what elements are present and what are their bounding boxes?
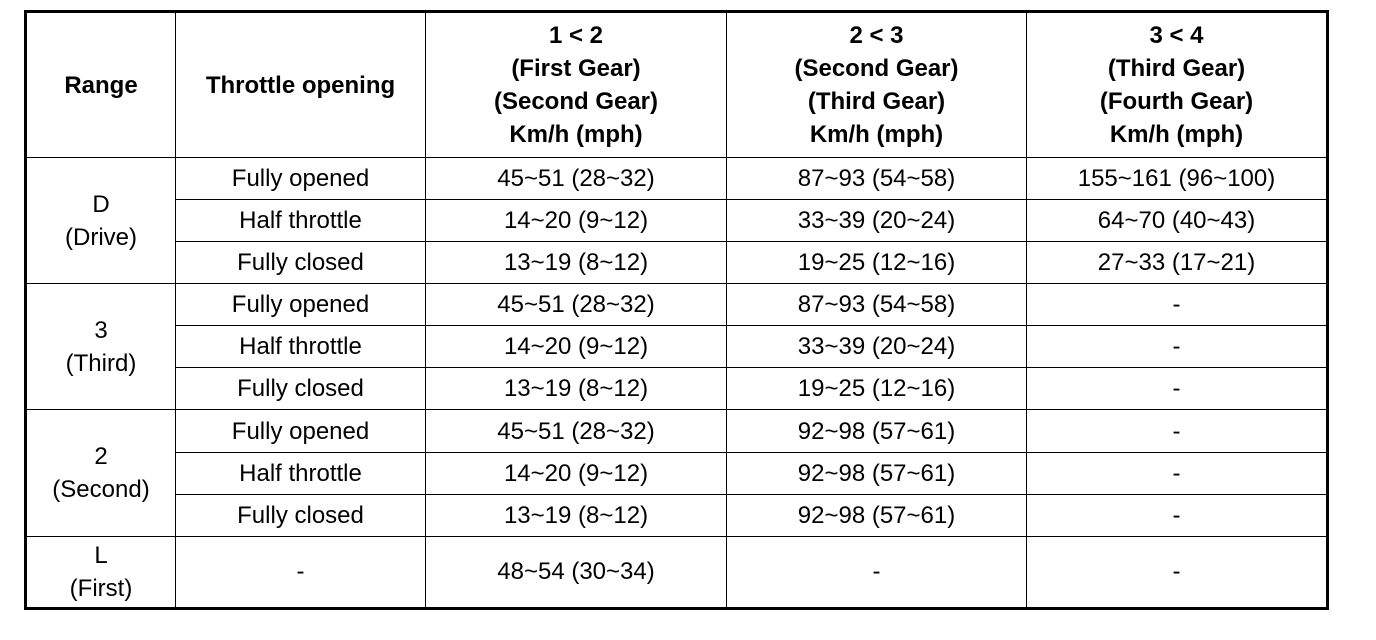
range-name: (Second) <box>52 476 150 504</box>
header-shift-1-2-line: Km/h (mph) <box>509 121 643 148</box>
header-shift-1-2-line: (Second Gear) <box>493 88 659 115</box>
table-row <box>26 368 1328 410</box>
shift-2-3-cell: 19~25 (12~16) <box>727 242 1027 284</box>
shift-2-3-cell: 87~93 (54~58) <box>727 158 1027 200</box>
throttle-cell: Fully closed <box>176 494 426 536</box>
header-range: Range <box>26 12 176 158</box>
range-name: (First) <box>69 574 133 602</box>
range-name: (Drive) <box>65 223 137 251</box>
throttle-cell: Fully opened <box>176 158 426 200</box>
range-code: 3 <box>94 316 108 344</box>
shift-2-3-cell: 33~39 (20~24) <box>727 200 1027 242</box>
table-row <box>26 410 1328 452</box>
shift-1-2-cell: 13~19 (8~12) <box>426 368 727 410</box>
shift-3-4-cell: - <box>1027 494 1328 536</box>
table-row <box>26 284 1328 326</box>
throttle-cell: Fully opened <box>176 284 426 326</box>
table-row <box>26 452 1328 494</box>
header-row <box>26 12 1328 158</box>
shift-speed-table <box>24 10 1329 610</box>
header-shift-3-4-line: (Fourth Gear) <box>1099 88 1254 115</box>
shift-3-4-cell: - <box>1027 536 1328 608</box>
shift-2-3-cell: 92~98 (57~61) <box>727 452 1027 494</box>
range-cell-drive <box>26 158 176 284</box>
table-row <box>26 200 1328 242</box>
throttle-cell: Half throttle <box>176 452 426 494</box>
throttle-cell: Fully closed <box>176 242 426 284</box>
shift-1-2-cell: 48~54 (30~34) <box>426 536 727 608</box>
table-row <box>26 158 1328 200</box>
header-shift-3-4 <box>1027 12 1328 158</box>
range-cell-third <box>26 284 176 410</box>
shift-2-3-cell: 33~39 (20~24) <box>727 326 1027 368</box>
shift-1-2-cell: 14~20 (9~12) <box>426 452 727 494</box>
shift-2-3-cell: 87~93 (54~58) <box>727 284 1027 326</box>
shift-3-4-cell: 64~70 (40~43) <box>1027 200 1328 242</box>
header-shift-2-3-line: (Second Gear) <box>794 55 959 82</box>
shift-2-3-cell: 92~98 (57~61) <box>727 494 1027 536</box>
shift-3-4-cell: 27~33 (17~21) <box>1027 242 1328 284</box>
table-row <box>26 326 1328 368</box>
range-code: 2 <box>94 443 108 471</box>
shift-3-4-cell: - <box>1027 410 1328 452</box>
throttle-cell: - <box>176 536 426 608</box>
throttle-cell: Fully closed <box>176 368 426 410</box>
throttle-cell: Half throttle <box>176 200 426 242</box>
header-shift-2-3-line: 2 < 3 <box>849 22 904 49</box>
header-shift-1-2-line: 1 < 2 <box>548 22 604 49</box>
shift-1-2-cell: 45~51 (28~32) <box>426 284 727 326</box>
header-shift-2-3-line: (Third Gear) <box>807 88 946 115</box>
table-row <box>26 494 1328 536</box>
shift-1-2-cell: 45~51 (28~32) <box>426 158 727 200</box>
throttle-cell: Half throttle <box>176 326 426 368</box>
range-cell-first <box>26 536 176 608</box>
header-shift-1-2 <box>426 12 727 158</box>
header-shift-2-3-line: Km/h (mph) <box>809 121 944 148</box>
header-throttle-opening: Throttle opening <box>176 12 426 158</box>
shift-3-4-cell: - <box>1027 452 1328 494</box>
table-row <box>26 242 1328 284</box>
throttle-cell: Fully opened <box>176 410 426 452</box>
header-shift-3-4-line: 3 < 4 <box>1149 22 1204 49</box>
shift-1-2-cell: 14~20 (9~12) <box>426 200 727 242</box>
shift-2-3-cell: 92~98 (57~61) <box>727 410 1027 452</box>
shift-3-4-cell: - <box>1027 368 1328 410</box>
shift-2-3-cell: 19~25 (12~16) <box>727 368 1027 410</box>
header-shift-3-4-line: Km/h (mph) <box>1109 121 1244 148</box>
shift-2-3-cell: - <box>727 536 1027 608</box>
shift-3-4-cell: 155~161 (96~100) <box>1027 158 1328 200</box>
shift-1-2-cell: 13~19 (8~12) <box>426 494 727 536</box>
shift-3-4-cell: - <box>1027 326 1328 368</box>
shift-1-2-cell: 13~19 (8~12) <box>426 242 727 284</box>
range-name: (Third) <box>65 349 137 377</box>
header-shift-3-4-line: (Third Gear) <box>1107 55 1246 82</box>
range-code: L <box>94 541 108 569</box>
range-cell-second <box>26 410 176 536</box>
range-code: D <box>92 190 110 218</box>
shift-1-2-cell: 14~20 (9~12) <box>426 326 727 368</box>
header-shift-1-2-line: (First Gear) <box>511 55 641 82</box>
shift-3-4-cell: - <box>1027 284 1328 326</box>
shift-1-2-cell: 45~51 (28~32) <box>426 410 727 452</box>
header-shift-2-3 <box>727 12 1027 158</box>
table-row <box>26 536 1328 608</box>
